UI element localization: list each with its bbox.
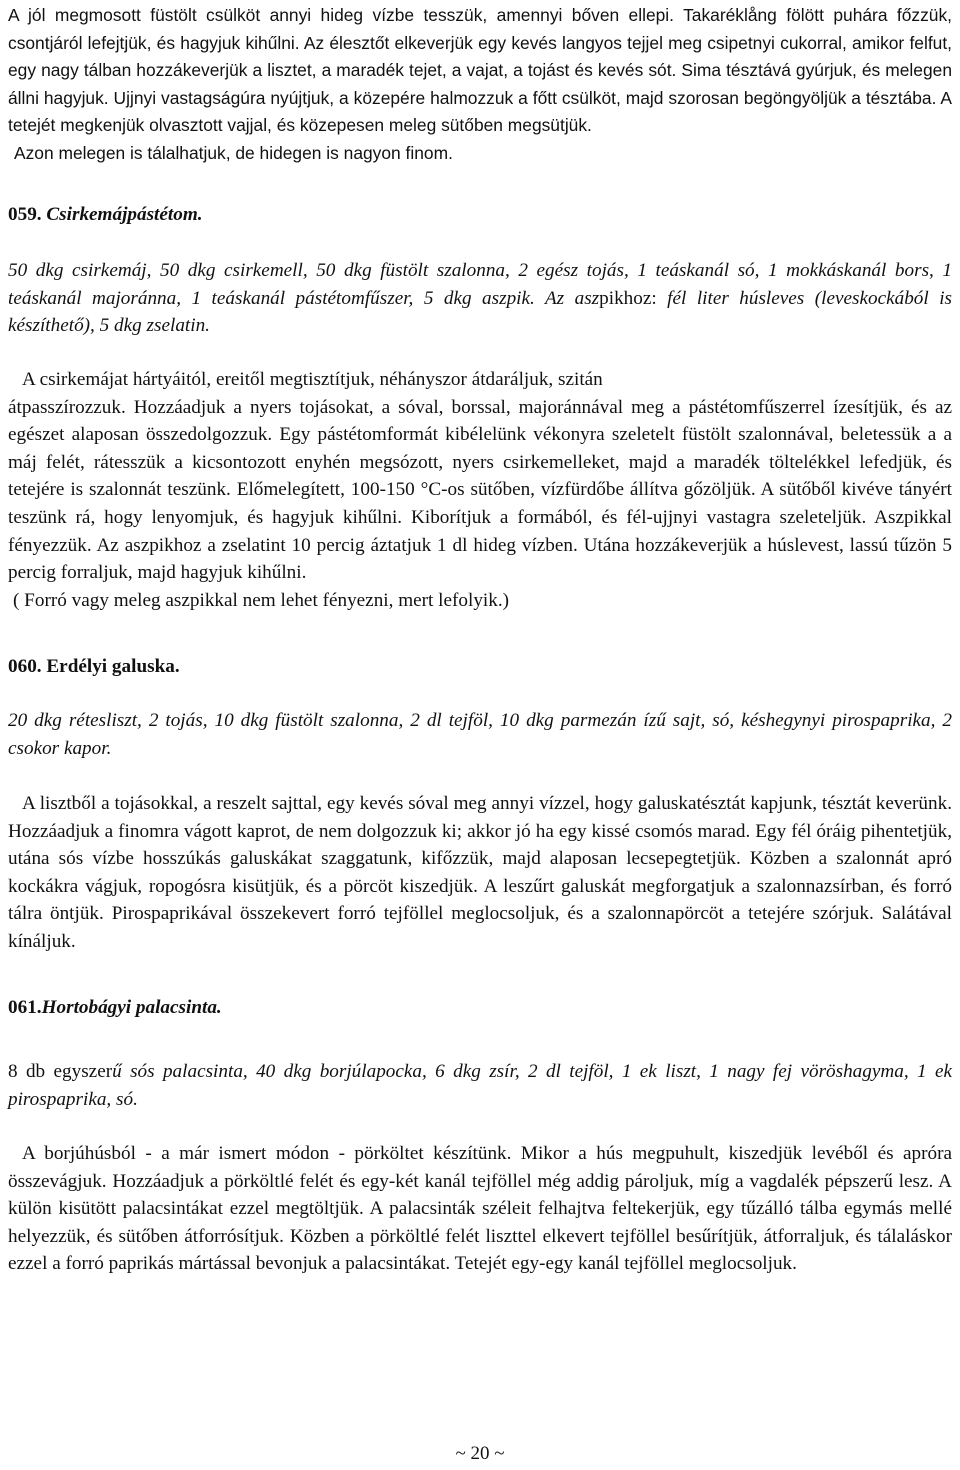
recipe-061-method-text: A borjúhúsból - a már ismert módon - pörköltet készítünk. Mikor a hús megpuhult, kiszedjük levéből és apróra összevágjuk. Hozzáadjuk a pörköltlé felét és egy-két kanál tejföllel még addig pároljuk, míg a vagdalék pépszerű lesz. A külön kisütött palacsintákat ezzel megtöltjük. A palacsinták széleit felhajtva feltekerjük, egy tűzálló tálba egymás mellé helyezzük, és sütőben átforrósítjuk. Közben a pörköltlé felét liszttel elkevert tejföllel besűrítjük, átforraljuk, és tálaláskor ezzel a forró paprikás mártással bevonjuk a palacsintákat. Tetejét egy-egy kanál tejföllel meglocsoljuk. <box>8 1143 952 1275</box>
intro-paragraph: A jól megmosott füstölt csülköt annyi hideg vízbe tesszük, amennyi bőven ellepi. Takaréklång fölött puhára főzzük, csontjáról lefejtjük, és hagyjuk kihűlni. Az élesztőt elkeverjük egy kevés langyos tejjel meg csipetnyi cukorral, amikor felfut, egy nagy tálban hozzákeverjük a lisztet, a maradék tejet, a vajat, a tojást és kevés sót. Sima tésztává gyúrjuk, és melegen állni hagyjuk. Ujjnyi vastagságúra nyújtjuk, a közepére halmozzuk a főtt csülköt, majd szorosan begöngyöljük a tésztába. A tetejét megkenjük olvasztott vajjal, és közepesen meleg sütőben megsütjük. <box>8 5 952 136</box>
recipe-059-title: Csirkemájpástétom. <box>46 204 203 225</box>
intro-paragraph-2: Azon melegen is tálalhatjuk, de hidegen is nagyon finom. <box>14 142 453 163</box>
recipe-059-ingredients-text: 50 dkg csirkemáj, 50 dkg csirkemell, 50 dkg füstölt szalonna, 2 egész tojás, 1 teáskanál só, 1 mokkáskanál bors, 1 teáskanál majoránna, 1 teáskanál pástétomfűszer, 5 dkg aszpik. Az asz <box>8 260 952 309</box>
recipe-059-note: ( Forró vagy meleg aszpikkal nem lehet fényezni, mert lefolyik.) <box>13 589 510 611</box>
recipe-061-ingredients <box>8 1058 952 1113</box>
recipe-061-ingredients-text: ű sós palacsinta, 40 dkg borjúlapocka, 6 dkg zsír, 2 dl tejföl, 1 ek liszt, 1 nagy fej vöröshagyma, 1 ek pirospaprika, só. <box>8 1061 952 1110</box>
recipe-059-ingredients-text-2: fél liter húsleves (leveskockából is készíthető), 5 dkg zselatin. <box>8 287 952 337</box>
recipe-059-method-text: átpasszírozzuk. Hozzáadjuk a nyers tojásokat, a sóval, borssal, majoránnával meg a pástétomfűszerrel ízesítjük, és az egészet alaposan összedolgozzuk. Egy pástétomformát kibélelünk vékonyra szeletelt füstölt szalonnával, beletessük a a máj felét, rátesszük a kicsontozott enyhén megsózott, nyers csirkemelleket, majd a maradék töltelékkel lefedjük, és tetejére is szalonnát teszünk. Előmelegített, 100-150 °C-os sütőben, vízfürdőbe állítva gőzöljük. A sütőből kivéve tányért teszünk rá, hogy lenyomjuk, és hagyjuk kihűlni. Kiborítjuk a formából, és fél-ujjnyi vastagra szeleteljük. Aszpikkal fényezzük. Az aszpikhoz a zselatint 10 percig áztatjuk 1 dl hideg vízben. Utána hozzákeverjük a húslevest, lassú tűzön 5 percig forraljuk, majd hagyjuk kihűlni. <box>8 396 952 584</box>
recipe-061-heading <box>8 994 952 1022</box>
recipe-060-ingredients <box>8 707 952 762</box>
recipe-060-number: 060. <box>8 656 42 677</box>
recipe-059-ingredients-plain: pikhoz: <box>599 287 657 309</box>
recipe-060-title: Erdélyi galuska. <box>46 656 180 677</box>
recipe-060-method-text: A lisztből a tojásokkal, a reszelt sajttal, egy kevés sóval meg annyi vízzel, hogy galuskatésztát kapjunk, tésztát keverünk. Hozzáadjuk a finomra vágott kaprot, de nem dolgozzuk ki; akkor jó ha egy kissé csomós marad. Egy fél óráig pihentetjük, utána sós vízbe hosszúkás galuskákat szaggatunk, kifőzzük, majd alaposan lecsepegtetjük. Közben a szalonnát apró kockákra vágjuk, ropogósra kisütjük, és a pörcöt kiszedjük. A leszűrt galuskát megforgatjuk a szalonnazsírban, és forró tálra öntjük. Pirospaprikával összekevert forró tejföllel meglocsoljuk, és a szalonnapörcöt a tetejére szórjuk. Salátával kínáljuk. <box>8 793 952 952</box>
recipe-060-ingredients-text: 20 dkg rétesliszt, 2 tojás, 10 dkg füstölt szalonna, 2 dl tejföl, 10 dkg parmezán ízű sajt, só, késhegynyi pirospaprika, 2 csokor kapor. <box>8 710 952 759</box>
recipe-059-method-line-1: A csirkemájat hártyáitól, ereitől megtisztítjuk, néhányszor átdaráljuk, szitán <box>22 369 603 390</box>
recipe-060-heading <box>8 653 952 681</box>
page-number: ~ 20 ~ <box>455 1443 505 1464</box>
recipe-059-heading <box>8 201 952 229</box>
recipe-061-ingredients-plain: 8 db egyszer <box>8 1061 113 1082</box>
recipe-059-ingredients <box>8 257 952 340</box>
recipe-059-number: 059. <box>8 204 42 225</box>
recipe-061-number: 061. <box>8 997 42 1018</box>
recipe-061-method <box>8 1140 952 1278</box>
intro-section <box>8 2 952 168</box>
recipe-060-method <box>8 790 952 956</box>
recipe-059-method <box>8 366 952 614</box>
recipe-061-title: Hortobágyi palacsinta. <box>41 997 222 1018</box>
